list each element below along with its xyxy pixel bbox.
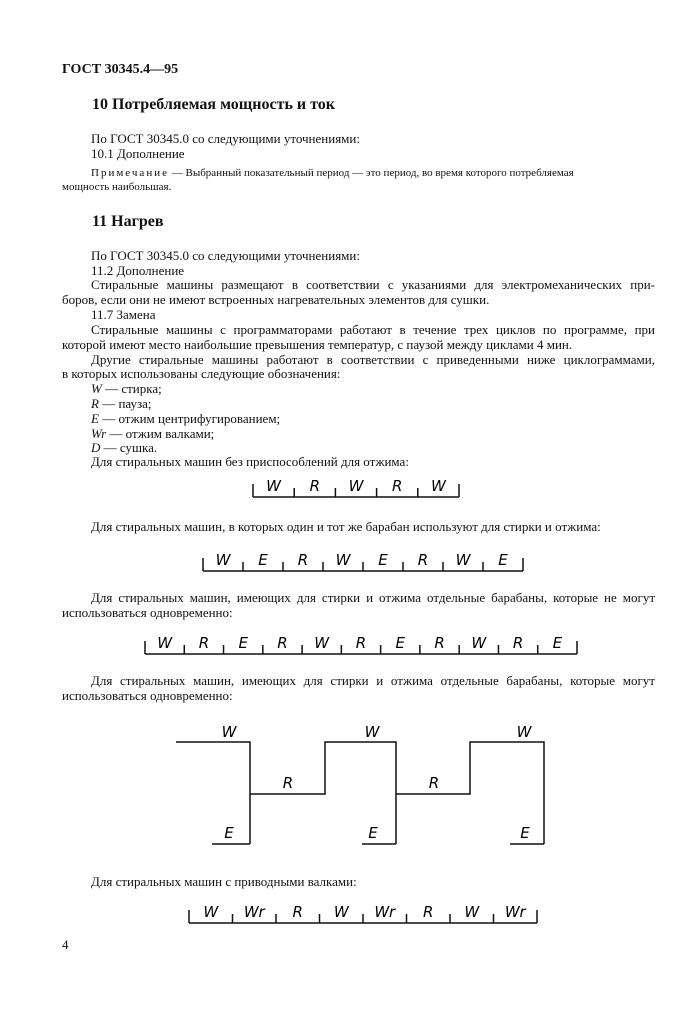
sequence-label: W (157, 634, 173, 652)
sequence-label: W (266, 477, 282, 495)
legend-symbol: E (91, 411, 99, 426)
section-11-line-3: 11.7 Замена (91, 307, 156, 322)
sequence-label: R (355, 634, 367, 652)
legend-text: — отжим центрифугированием; (98, 411, 281, 426)
sequence-label: W (314, 634, 330, 652)
section-11-title: 11 Нагрев (92, 213, 164, 230)
legend-text: — стирка; (101, 381, 162, 396)
cycle-diagram-no-spin (250, 472, 462, 500)
sequence-label: R (297, 551, 309, 569)
sequence-label: Wr (243, 903, 265, 921)
legend-symbol: R (91, 396, 99, 411)
sequence-label: W (335, 551, 351, 569)
sequence-label: R (423, 903, 434, 921)
sequence-label: R (198, 634, 210, 652)
sequence-label: E (258, 551, 268, 569)
legend-text: — отжим валками; (106, 426, 215, 441)
sequence-label: E (552, 634, 563, 652)
sequence-label: R (277, 634, 288, 652)
legend-text: — сушка. (100, 440, 158, 455)
caption-4-line-2: использоваться одновременно: (62, 688, 233, 703)
section-11-para-3-line-1: Другие стиральные машины работают в соответствии с приведенными ниже циклограммами, (91, 352, 655, 367)
sequence-label: Wr (504, 903, 526, 921)
cycle-diagram-separate-drums-sequential (142, 627, 580, 657)
sequence-label: Wr (374, 903, 396, 921)
cycle-diagram-roller-wringer (186, 896, 540, 926)
wave-label-r: R (428, 774, 440, 792)
wave-label-w: W (221, 723, 237, 741)
legend-item (91, 440, 157, 455)
sequence-label: E (238, 634, 248, 652)
sequence-label: E (498, 551, 508, 569)
wave-label-w: W (516, 723, 532, 741)
caption-2: Для стиральных машин, в которых один и тот же барабан используют для стирки и отжима: (91, 519, 601, 534)
legend-item (91, 396, 152, 411)
legend-item (91, 381, 162, 396)
sequence-label: E (378, 551, 388, 569)
legend-item (91, 411, 280, 426)
wave-label-w: W (364, 723, 380, 741)
section-10-note-line-1 (91, 167, 574, 180)
cycle-diagram-same-drum (200, 544, 526, 574)
sequence-label: W (430, 477, 446, 495)
cycle-diagram-separate-drums-simultaneous (172, 718, 552, 848)
sequence-label: R (391, 477, 403, 495)
sequence-label: W (464, 903, 480, 921)
caption-1: Для стиральных машин без приспособлений для отжима: (91, 454, 409, 469)
wave-label-e: E (520, 824, 530, 842)
legend-item (91, 426, 214, 441)
section-10-note-line-2: мощность наибольшая. (62, 181, 172, 193)
caption-4-line-1: Для стиральных машин, имеющих для стирки и отжима отдельные барабаны, которые могут (91, 673, 655, 688)
section-11-para-2-line-1: Стиральные машины с программаторами работают в течение трех циклов по программе, при (91, 322, 655, 337)
section-11-line-2: 11.2 Дополнение (91, 263, 185, 278)
sequence-label: W (203, 903, 219, 921)
caption-3-line-2: использоваться одновременно: (62, 605, 233, 620)
section-11-para-1-line-2: боров, если они не имеют встроенных нагревательных элементов для сушки. (62, 292, 490, 307)
legend-text: — пауза; (98, 396, 152, 411)
section-10-line-1: По ГОСТ 30345.0 со следующими уточнениями: (91, 131, 360, 146)
sequence-label: R (434, 634, 445, 652)
note-text: — Выбранный показательный период — это период, во время которого потребляемая (168, 167, 574, 179)
page-number: 4 (62, 937, 69, 952)
sequence-label: R (309, 477, 321, 495)
sequence-label: R (417, 551, 429, 569)
section-11-para-2-line-2: которой имеют место наибольшие превышения температур, с паузой между циклами 4 мин. (62, 337, 573, 352)
caption-3-line-1: Для стиральных машин, имеющих для стирки и отжима отдельные барабаны, которые не могут (91, 590, 655, 605)
note-label: Примечание (91, 167, 169, 179)
section-11-line-1: По ГОСТ 30345.0 со следующими уточнениями: (91, 248, 360, 263)
section-10-title: 10 Потребляемая мощность и ток (92, 96, 335, 113)
section-10-line-2: 10.1 Дополнение (91, 146, 185, 161)
sequence-label: W (455, 551, 471, 569)
wave-label-e: E (224, 824, 234, 842)
legend-symbol: D (91, 440, 101, 455)
sequence-label: W (215, 551, 231, 569)
legend-symbol: Wr (91, 426, 107, 441)
wave-label-r: R (282, 774, 294, 792)
document-code: ГОСТ 30345.4—95 (62, 62, 179, 77)
sequence-label: W (348, 477, 364, 495)
section-11-para-3-line-2: в которых использованы следующие обозначения: (62, 366, 341, 381)
section-11-para-1-line-1: Стиральные машины размещают в соответствии с указаниями для электромеханических при- (91, 277, 655, 292)
caption-5: Для стиральных машин с приводными валками: (91, 874, 357, 889)
sequence-label: R (512, 634, 524, 652)
sequence-label: E (395, 634, 406, 652)
sequence-label: R (292, 903, 303, 921)
legend-symbol: W (91, 381, 102, 396)
sequence-label: W (471, 634, 487, 652)
wave-label-e: E (368, 824, 378, 842)
sequence-label: W (333, 903, 349, 921)
